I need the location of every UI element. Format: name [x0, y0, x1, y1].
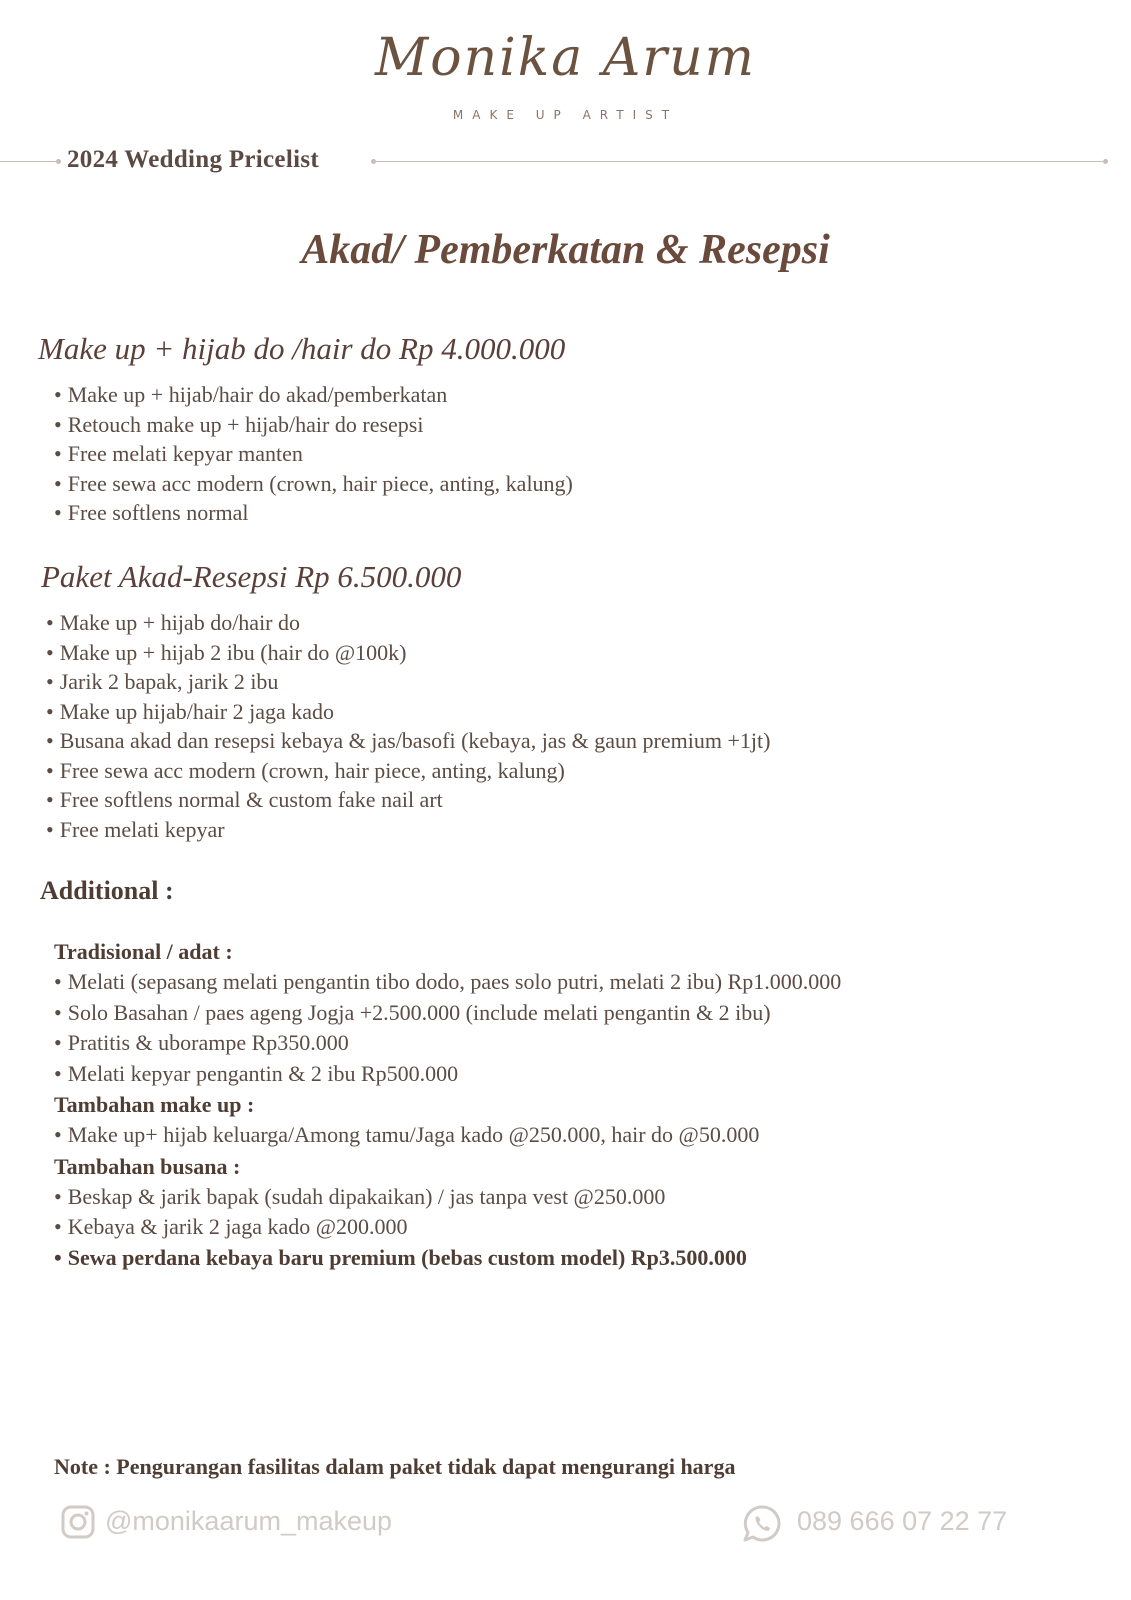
whatsapp-icon [742, 1504, 782, 1544]
tambahan-makeup-label: Tambahan make up : [54, 1092, 255, 1117]
list-item: • Make up + hijab do/hair do [46, 608, 770, 638]
list-item: • Free melati kepyar [46, 815, 770, 845]
list-item: • Pratitis & uborampe Rp350.000 [54, 1028, 841, 1059]
pricelist-year-title: 2024 Wedding Pricelist [67, 146, 319, 173]
tradisional-label: Tradisional / adat : [54, 939, 233, 964]
tradisional-list [54, 967, 841, 1089]
list-item: • Free softlens normal & custom fake nail art [46, 785, 770, 815]
list-item: • Melati kepyar pengantin & 2 ibu Rp500.000 [54, 1059, 841, 1090]
tambahan-busana-list [54, 1182, 841, 1274]
page-title: Akad/ Pemberkatan & Resepsi [301, 227, 830, 273]
list-item-highlight: • Sewa perdana kebaya baru premium (bebas custom model) Rp3.500.000 [54, 1243, 841, 1274]
header-rule-dot-right [1103, 159, 1108, 164]
list-item: • Free sewa acc modern (crown, hair piece, anting, kalung) [54, 469, 573, 499]
additional-heading: Additional : [40, 876, 174, 905]
header-rule-left [0, 161, 56, 162]
tambahan-busana-label: Tambahan busana : [54, 1153, 241, 1179]
instagram-icon [60, 1504, 96, 1540]
brand-logo-subtitle: MAKE UP ARTIST [452, 108, 679, 122]
list-item: • Free melati kepyar manten [54, 439, 573, 469]
brand-logo-script: Monika Arum [375, 28, 756, 88]
instagram-handle[interactable]: @monikaarum_makeup [105, 1506, 393, 1536]
list-item: • Busana akad dan resepsi kebaya & jas/basofi (kebaya, jas & gaun premium +1jt) [46, 726, 770, 756]
list-item: • Kebaya & jarik 2 jaga kado @200.000 [54, 1212, 841, 1243]
list-item: • Beskap & jarik bapak (sudah dipakaikan) / jas tanpa vest @250.000 [54, 1182, 841, 1213]
note-text: Note : Pengurangan fasilitas dalam paket tidak dapat mengurangi harga [54, 1454, 736, 1479]
additional-section [54, 936, 841, 1273]
list-item: • Make up + hijab/hair do akad/pemberkatan [54, 380, 573, 410]
header-rule-dot-left [56, 159, 61, 164]
list-item: • Solo Basahan / paes ageng Jogja +2.500.000 (include melati pengantin & 2 ibu) [54, 998, 841, 1029]
list-item: • Jarik 2 bapak, jarik 2 ibu [46, 667, 770, 697]
header-rule-right [376, 161, 1103, 162]
list-item: • Make up hijab/hair 2 jaga kado [46, 697, 770, 727]
tambahan-makeup-list [54, 1120, 841, 1151]
list-item: • Make up + hijab 2 ibu (hair do @100k) [46, 638, 770, 668]
list-item: • Make up+ hijab keluarga/Among tamu/Jaga kado @250.000, hair do @50.000 [54, 1120, 841, 1151]
list-item: • Retouch make up + hijab/hair do resepsi [54, 410, 573, 440]
list-item: • Free sewa acc modern (crown, hair piece, anting, kalung) [46, 756, 770, 786]
list-item: • Free softlens normal [54, 498, 573, 528]
package-item-list [46, 608, 770, 844]
list-item: • Melati (sepasang melati pengantin tibo dodo, paes solo putri, melati 2 ibu) Rp1.000.000 [54, 967, 841, 998]
package-item-list [54, 380, 573, 528]
whatsapp-number[interactable]: 089 666 07 22 77 [797, 1506, 1008, 1536]
package-title: Make up + hijab do /hair do Rp 4.000.000 [38, 331, 566, 366]
package-title: Paket Akad-Resepsi Rp 6.500.000 [41, 559, 462, 594]
